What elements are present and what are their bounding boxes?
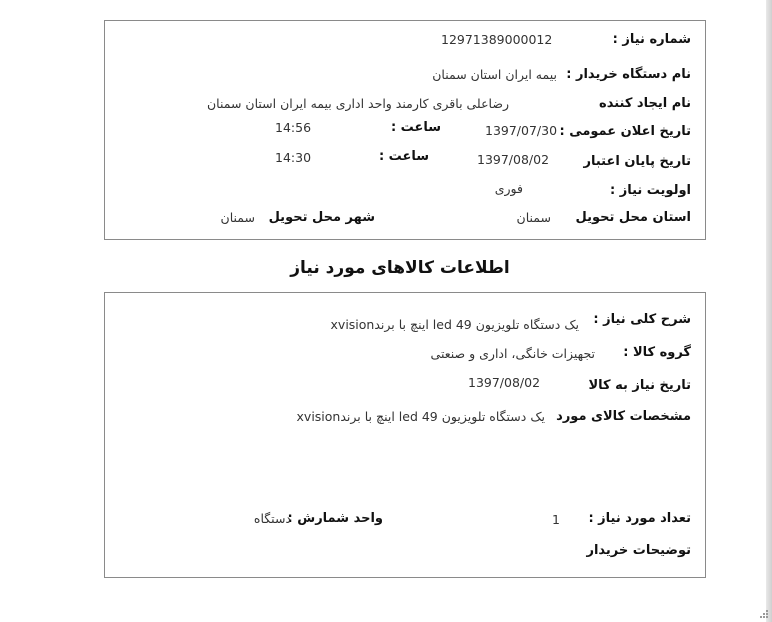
goods-group-label: گروه کالا : (623, 345, 691, 360)
goods-info-heading: اطلاعات کالاهای مورد نیاز (290, 258, 510, 278)
quantity-label: تعداد مورد نیاز : (588, 511, 691, 526)
description-value: یک دستگاه تلویزیون led 49 اینچ با برندxvision (330, 317, 579, 332)
expire-date-label: تاریخ پایان اعتبار (583, 154, 691, 169)
window-right-edge (766, 0, 772, 622)
unit-value: دستگاه (253, 511, 291, 526)
unit-label: واحد شمارش : (287, 511, 383, 526)
announce-time-value: 14:56 (275, 120, 312, 135)
buyer-notes-label: توضیحات خریدار (586, 543, 691, 558)
priority-value: فوری (494, 181, 523, 196)
priority-label: اولویت نیاز : (609, 183, 691, 198)
announce-date-value: 1397/07/30 (485, 123, 558, 138)
need-date-value: 1397/08/02 (468, 375, 541, 390)
creator-label: نام ایجاد کننده (599, 96, 691, 111)
buyer-value: بیمه ایران استان سمنان (432, 67, 557, 82)
buyer-label: نام دستگاه خریدار : (566, 67, 691, 82)
expire-time-label: ساعت : (378, 149, 429, 164)
quantity-value: 1 (552, 512, 560, 527)
announce-date-label: تاریخ اعلان عمومی : (559, 124, 691, 139)
announce-time-label: ساعت : (390, 120, 441, 135)
expire-date-value: 1397/08/02 (477, 152, 550, 167)
need-info-panel (104, 20, 706, 240)
resize-grip-icon[interactable] (758, 608, 768, 618)
creator-value: رضاعلی باقری کارمند واحد اداری بیمه ایران استان سمنان (206, 96, 509, 111)
expire-time-value: 14:30 (275, 150, 312, 165)
province-value: سمنان (516, 210, 551, 225)
need-number-label: شماره نیاز : (612, 32, 691, 47)
city-label: شهر محل تحویل (268, 210, 375, 225)
description-label: شرح کلی نیاز : (593, 312, 691, 327)
need-number-value: 12971389000012 (441, 32, 553, 47)
goods-group-value: تجهیزات خانگی، اداری و صنعتی (430, 346, 595, 361)
need-date-label: تاریخ نیاز به کالا (588, 378, 691, 393)
goods-info-panel (104, 292, 706, 578)
specs-label: مشخصات کالای مورد (556, 409, 691, 424)
province-label: استان محل تحویل (575, 210, 691, 225)
specs-value: یک دستگاه تلویزیون led 49 اینچ با برندxvision (296, 409, 545, 424)
city-value: سمنان (220, 210, 255, 225)
